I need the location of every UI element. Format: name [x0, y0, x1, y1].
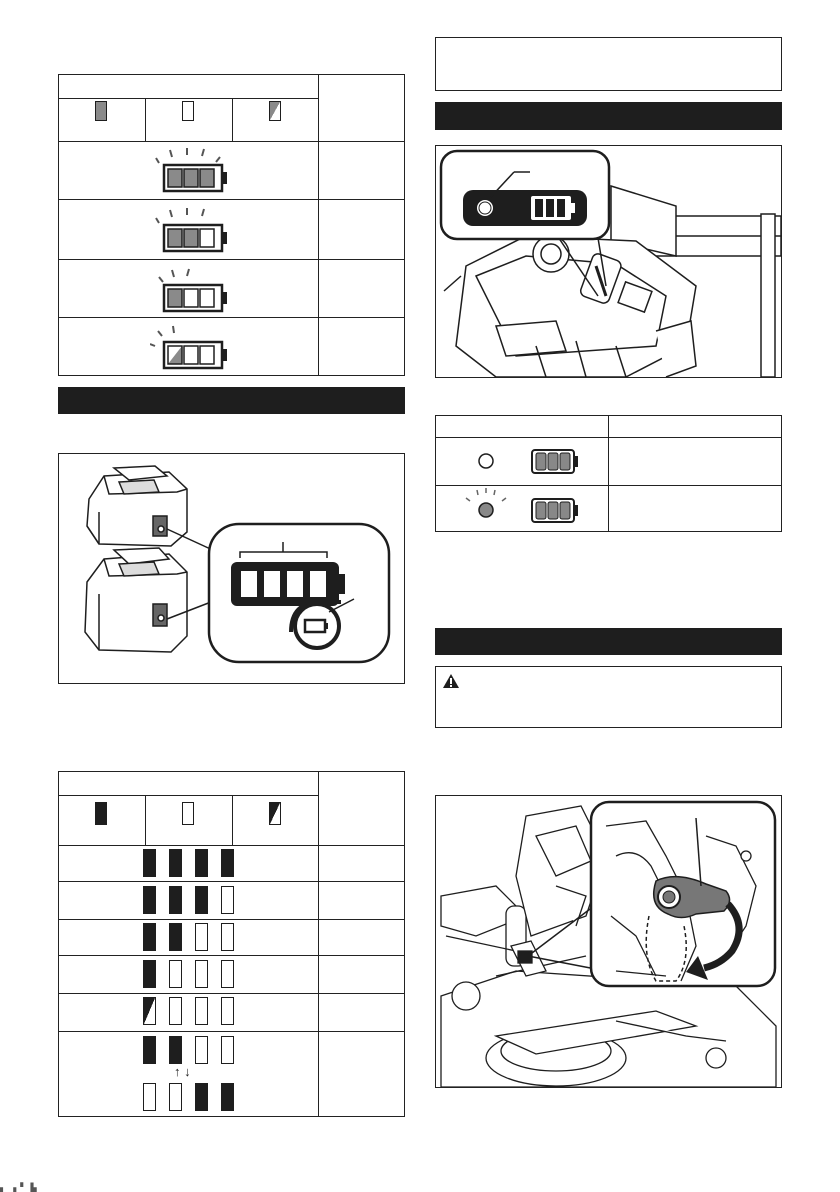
table-rule — [58, 845, 405, 846]
table-rule — [58, 1031, 405, 1032]
battery-indicator-row-4 — [150, 322, 240, 372]
battery-indicator-row-1 — [150, 145, 240, 195]
table-rule — [58, 919, 405, 920]
battery-figure — [58, 453, 405, 684]
battery-indicator-icon — [231, 562, 345, 606]
miter-saw-illustration — [436, 796, 781, 1087]
table-rule — [58, 795, 318, 796]
blink-rays-icon — [159, 269, 189, 282]
table-rule — [58, 98, 318, 99]
table-rule — [58, 993, 405, 994]
tool-illustration — [436, 146, 781, 377]
legend-blinking-icon — [269, 802, 281, 825]
lamp-row-1 — [470, 440, 590, 482]
table-rule — [58, 141, 405, 142]
battery-pack-illustration — [59, 454, 404, 683]
table-rule — [608, 415, 609, 532]
legend-off-icon — [182, 101, 194, 121]
alternate-arrows: ↑ ↓ — [174, 1064, 191, 1079]
section-heading-bar — [58, 387, 405, 414]
table-rule — [58, 317, 405, 318]
table-rule — [58, 259, 405, 260]
tool-indicator-figure — [435, 145, 782, 378]
table-rule — [145, 795, 146, 845]
table-rule — [58, 881, 405, 882]
warning-triangle-icon — [442, 673, 460, 689]
legend-lit-icon — [95, 802, 107, 825]
lock-lever-figure — [435, 795, 782, 1088]
section-heading-bar — [435, 102, 782, 130]
table-rule — [58, 955, 405, 956]
table-rule — [145, 98, 146, 141]
lamp-row-2 — [462, 487, 592, 529]
table-rule — [232, 795, 233, 845]
table-rule — [232, 98, 233, 141]
blink-rays-icon — [156, 208, 204, 223]
blink-rays-icon — [156, 148, 220, 163]
legend-blinking-icon — [269, 101, 281, 121]
legend-off-icon — [182, 802, 194, 825]
battery-pack-icon — [87, 466, 187, 546]
battery-pack-icon — [85, 548, 187, 652]
note-box — [435, 37, 782, 91]
table-rule — [318, 771, 319, 1117]
caution-box — [435, 666, 782, 728]
table-rule — [318, 74, 319, 376]
section-heading-bar — [435, 628, 782, 655]
legend-lit-icon — [95, 101, 107, 121]
table-rule — [58, 199, 405, 200]
battery-indicator-row-3 — [150, 265, 240, 315]
battery-indicator-row-2 — [150, 205, 240, 255]
footer-fragment: ▖▗▘▙ — [0, 1183, 41, 1192]
